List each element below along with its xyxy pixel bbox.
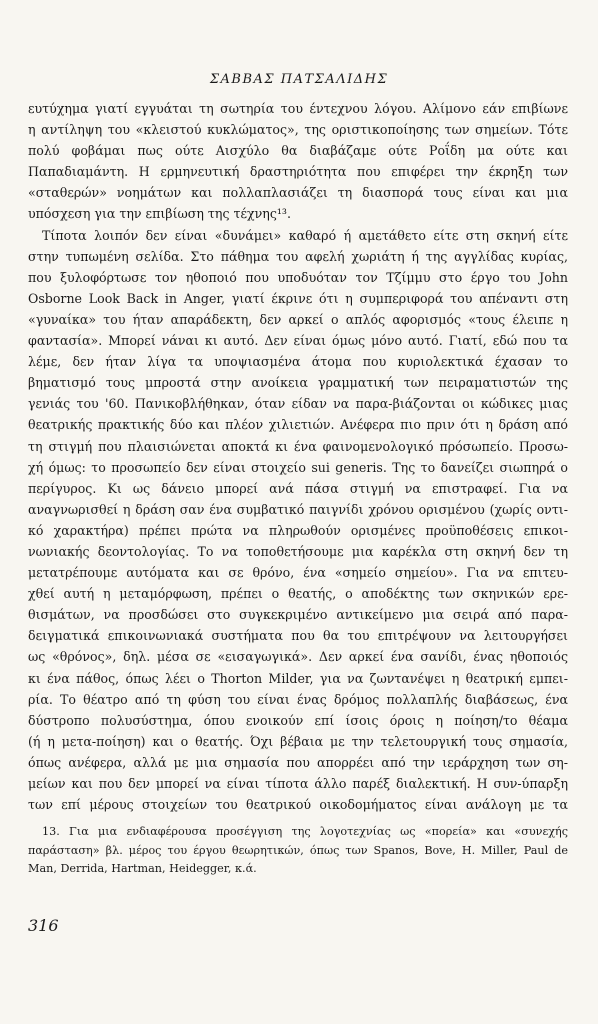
body-line: Τίποτα λοιπόν δεν είναι «δυνάμει» καθαρό ή αμετάθετο είτε στη σκηνή είτε — [42, 227, 568, 243]
body-line: χθεί αυτή η μεταμόρφωση, πρέπει ο θεατής, ο αποδέκτης των σκηνικών ερε- — [28, 586, 568, 602]
body-line: «γυναίκα» του ήταν απαράδεκτη, δεν αρκεί ο απλός αφορισμός «τους έλειπε η — [28, 311, 568, 327]
body-line: βηματισμό τους μπροστά στην ανοίκεια γραμματική των πειραματιστών της — [28, 375, 568, 391]
body-line: πολύ φοβάμαι πως ούτε Αισχύλο θα διαβάζαμε ούτε Ροΐδη μα ούτε και — [28, 143, 568, 159]
body-line: ρία. Το θέατρο από τη φύση του είναι ένας δρόμος πολλαπλής διαβάσεως, ένα — [28, 691, 568, 707]
page-number: 316 — [28, 916, 59, 935]
body-line: μετατρέπουμε αυτόματα και σε θρόνο, ένα «σημείο σημείου». Για να επιτευ- — [28, 565, 568, 581]
body-line: μείων και που δεν μπορεί να είναι τίποτα άλλο παρέξ διαλεκτική. Η συν-ύπαρξη — [28, 776, 568, 791]
footnote-line: 13. Για μια ενδιαφέρουσα προσέγγιση της λογοτεχνίας ως «πορεία» και «συνεχής — [42, 825, 568, 838]
body-line: ευτύχημα γιατί εγγυάται τη σωτηρία του έντεχνου λόγου. Αλίμονο εάν επιβίωνε — [28, 101, 568, 116]
footnote — [28, 823, 568, 879]
footnote-line: παράσταση» βλ. μέρος του έργου θεωρητικών, όπως των Spanos, Bove, H. Miller, Paul de — [28, 843, 568, 857]
body-line: Παπαδιαμάντη. Η ερμηνευτική δραστηριότητα που επιφέρει την έκρηξη των — [28, 164, 568, 180]
body-line: περίγυρος. Κι ως δάνειο μπορεί ανά πάσα στιγμή να επιστραφεί. Για να — [28, 480, 568, 496]
body-line: όπως ανέφερα, αλλά με μια σημασία που απορρέει από την ιεράρχηση των ση- — [28, 754, 568, 770]
body-line: στην τυπωμένη σελίδα. Στο πάθημα του αφελή χωριάτη ή της αγγλίδας κυρίας, — [28, 248, 568, 264]
body-line: (ή η μετα-ποίηση) και ο θεατής. Όχι βέβαια με την τελετουργική τους σημασία, — [28, 733, 568, 749]
body-line: νωνιακής δεοντολογίας. Το να τοποθετήσουμε μια καρέκλα στη σκηνή δεν τη — [28, 543, 568, 559]
body-line: τη στιγμή που πλαισιώνεται αποκτά κι ένα φαινομενολογικό πρόσωπείο. Προσω- — [28, 438, 568, 454]
body-line: κι ένα πάθος, όπως λέει ο Thorton Milder, για να ζωντανέψει η θεατρική εμπει- — [28, 670, 568, 686]
body-line: θεατρικής πρακτικής δύο και πλέον χιλιετιών. Ανέφερα πιο πριν ότι η δράση από — [28, 417, 568, 433]
body-text — [28, 98, 568, 815]
body-line: δειγματικά επικοινωνιακά συστήματα που θα του επιτρέψουν να λειτουργήσει — [28, 628, 568, 644]
body-line: υπόσχεση για την επιβίωση της τέχνης¹³. — [28, 206, 291, 222]
body-line: «σταθερών» νοημάτων και πολλαπλασιάζει τη διασπορά τους είναι και μια — [28, 185, 568, 201]
body-line: η αντίληψη του «κλειστού κυκλώματος», της οριστικοποίησης των σημείων. Τότε — [28, 122, 568, 138]
body-line: χή όμως: το προσωπείο δεν είναι στοιχείο sui generis. Της το δανείζει σιωπηρά ο — [28, 459, 568, 475]
body-line: που ξυλοφόρτωσε τον ηθοποιό που υποδυόταν τον Τζίμμυ στο έργο του John — [28, 269, 568, 285]
body-line: λέμε, δεν ήταν λίγα τα υποψιασμένα άτομα που κυριολεκτικά έχασαν το — [28, 354, 568, 370]
body-line: δύστροπο πολυσύστημα, όπου ενοικούν επί ίσοις όροις η ποίηση/το θέαμα — [28, 712, 568, 728]
body-line: Osborne Look Back in Anger, γιατί έκρινε ότι η συμπεριφορά του απέναντι στη — [28, 290, 568, 306]
footnote-line: Man, Derrida, Hartman, Heidegger, κ.ά. — [28, 862, 257, 876]
running-head: ΣΑΒΒΑΣ ΠΑΤΣΑΛΙΔΗΣ — [209, 72, 389, 87]
body-line: κό χαρακτήρα) πρέπει πρώτα να πληρωθούν ορισμένες προϋποθέσεις επικοι- — [28, 522, 568, 538]
body-line: γενιάς του '60. Πανικοβλήθηκαν, όταν είδαν να παρα-βιάζονται οι κώδικες μιας — [28, 396, 568, 412]
body-line: ως «θρόνος», δηλ. μέσα σε «εισαγωγικά». Δεν αρκεί ένα σανίδι, ένας ηθοποιός — [28, 649, 568, 665]
body-line: αναγνωρισθεί η δράση σαν ένα συμβατικό παιγνίδι χρόνου ορισμένου (χωρίς οντι- — [28, 501, 568, 517]
body-line: θισμάτων, να προσδώσει στο συγκεκριμένο αντικείμενο μια σειρά από παρα- — [28, 607, 568, 623]
body-line: φαντασία». Μπορεί νάναι κι αυτό. Δεν είναι όμως μόνο αυτό. Γιατί, εδώ που τα — [28, 333, 568, 349]
body-line: των επί μέρους στοιχείων του θεατρικού οικοδομήματος είναι ανάλογη με τα — [28, 797, 568, 813]
